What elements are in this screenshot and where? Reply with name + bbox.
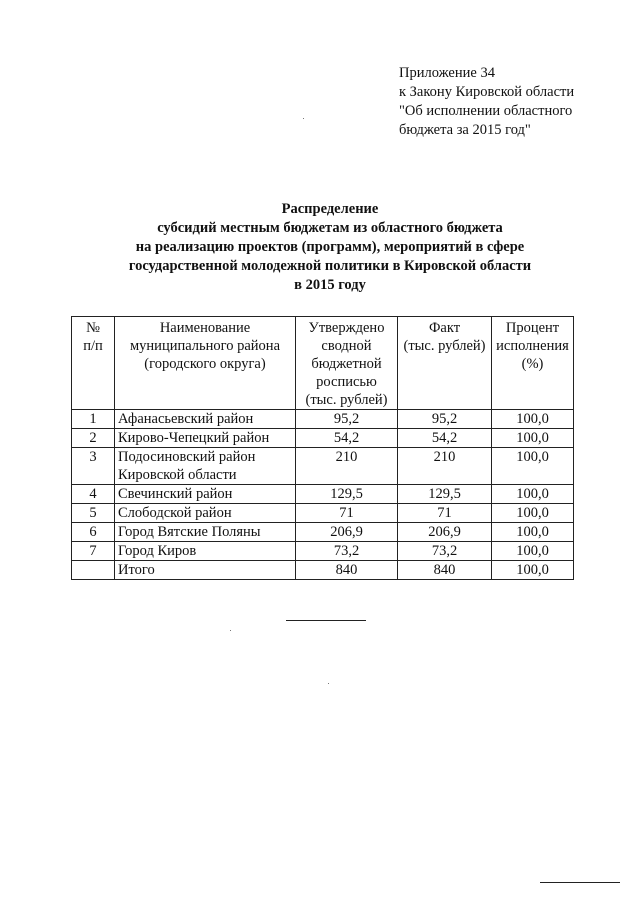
- cell-num: 7: [72, 542, 115, 561]
- cell-num: 4: [72, 485, 115, 504]
- name-line: Свечинский район: [118, 486, 233, 502]
- table-row: [72, 542, 574, 561]
- cell-num: 5: [72, 504, 115, 523]
- scan-speck: [303, 118, 304, 119]
- cell-fact: 73,2: [398, 542, 492, 561]
- name-line: Афанасьевский район: [118, 411, 254, 427]
- cell-num: 6: [72, 523, 115, 542]
- table-row: [72, 429, 574, 448]
- header-line: (городского округа): [144, 356, 266, 372]
- header-line: исполнения: [496, 338, 569, 354]
- cell-fact: 54,2: [398, 429, 492, 448]
- cell-plan: 210: [296, 448, 398, 485]
- cell-percent: 100,0: [492, 410, 574, 429]
- name-line: Город Вятские Поляны: [118, 524, 261, 540]
- header-line: муниципального района: [130, 338, 280, 354]
- total-label: Итого: [115, 561, 296, 580]
- total-percent: 100,0: [492, 561, 574, 580]
- table-row: [72, 448, 574, 485]
- table-total-row: [72, 561, 574, 580]
- cell-name: [115, 448, 296, 485]
- cell-name: [115, 504, 296, 523]
- total-fact: 840: [398, 561, 492, 580]
- cell-fact: 129,5: [398, 485, 492, 504]
- cell-num: [72, 561, 115, 580]
- header-name: [115, 317, 296, 410]
- header-num: [72, 317, 115, 410]
- header-line: п/п: [83, 338, 103, 354]
- appendix-line: бюджета за 2015 год": [399, 122, 531, 138]
- document-title: [70, 200, 590, 295]
- cell-plan: 95,2: [296, 410, 398, 429]
- cell-plan: 71: [296, 504, 398, 523]
- cell-plan: 54,2: [296, 429, 398, 448]
- cell-name: [115, 429, 296, 448]
- table-header-row: [72, 317, 574, 410]
- table-row: [72, 485, 574, 504]
- cell-name: [115, 485, 296, 504]
- cell-name: [115, 542, 296, 561]
- name-line: Подосиновский район: [118, 449, 256, 465]
- header-line: Наименование: [159, 320, 251, 336]
- table-row: [72, 410, 574, 429]
- header-line: (тыс. рублей): [305, 392, 388, 408]
- header-line: Факт: [428, 320, 461, 336]
- cell-percent: 100,0: [492, 429, 574, 448]
- cell-num: 3: [72, 448, 115, 485]
- header-line: (тыс. рублей): [403, 338, 486, 354]
- header-line: росписью: [316, 374, 377, 390]
- cell-percent: 100,0: [492, 485, 574, 504]
- title-line: субсидий местным бюджетам из областного бюджета: [157, 220, 503, 236]
- header-fact: [398, 317, 492, 410]
- header-line: бюджетной: [311, 356, 382, 372]
- cell-percent: 100,0: [492, 523, 574, 542]
- appendix-line: к Закону Кировской области: [399, 84, 575, 100]
- table-row: [72, 504, 574, 523]
- header-line: №: [86, 320, 100, 336]
- closing-divider: [286, 620, 366, 621]
- cell-num: 1: [72, 410, 115, 429]
- title-line: на реализацию проектов (программ), мероприятий в сфере: [135, 239, 525, 255]
- cell-fact: 95,2: [398, 410, 492, 429]
- appendix-line: "Об исполнении областного: [399, 103, 573, 119]
- title-line: государственной молодежной политики в Кировской области: [128, 258, 532, 274]
- scan-speck: [328, 683, 329, 684]
- scan-speck: [230, 630, 231, 631]
- cell-fact: 210: [398, 448, 492, 485]
- name-line: Кировской области: [118, 467, 237, 483]
- cell-num: 2: [72, 429, 115, 448]
- title-line: Распределение: [281, 201, 379, 217]
- cell-name: [115, 523, 296, 542]
- cell-name: [115, 410, 296, 429]
- appendix-line: Приложение 34: [399, 65, 495, 81]
- header-line: сводной: [321, 338, 372, 354]
- header-line: Процент: [505, 320, 560, 336]
- cell-fact: 71: [398, 504, 492, 523]
- subsidy-table: [71, 316, 574, 580]
- name-line: Слободской район: [118, 505, 232, 521]
- cell-plan: 129,5: [296, 485, 398, 504]
- name-line: Кирово-Чепецкий район: [118, 430, 270, 446]
- cell-fact: 206,9: [398, 523, 492, 542]
- cell-percent: 100,0: [492, 448, 574, 485]
- cell-plan: 206,9: [296, 523, 398, 542]
- table-row: [72, 523, 574, 542]
- cell-percent: 100,0: [492, 504, 574, 523]
- header-line: Утверждено: [308, 320, 385, 336]
- header-percent: [492, 317, 574, 410]
- title-line: в 2015 году: [294, 277, 366, 293]
- footer-divider: [540, 882, 620, 883]
- header-line: (%): [521, 356, 544, 372]
- header-plan: [296, 317, 398, 410]
- total-plan: 840: [296, 561, 398, 580]
- appendix-note: [399, 64, 574, 140]
- name-line: Город Киров: [118, 543, 197, 559]
- cell-plan: 73,2: [296, 542, 398, 561]
- cell-percent: 100,0: [492, 542, 574, 561]
